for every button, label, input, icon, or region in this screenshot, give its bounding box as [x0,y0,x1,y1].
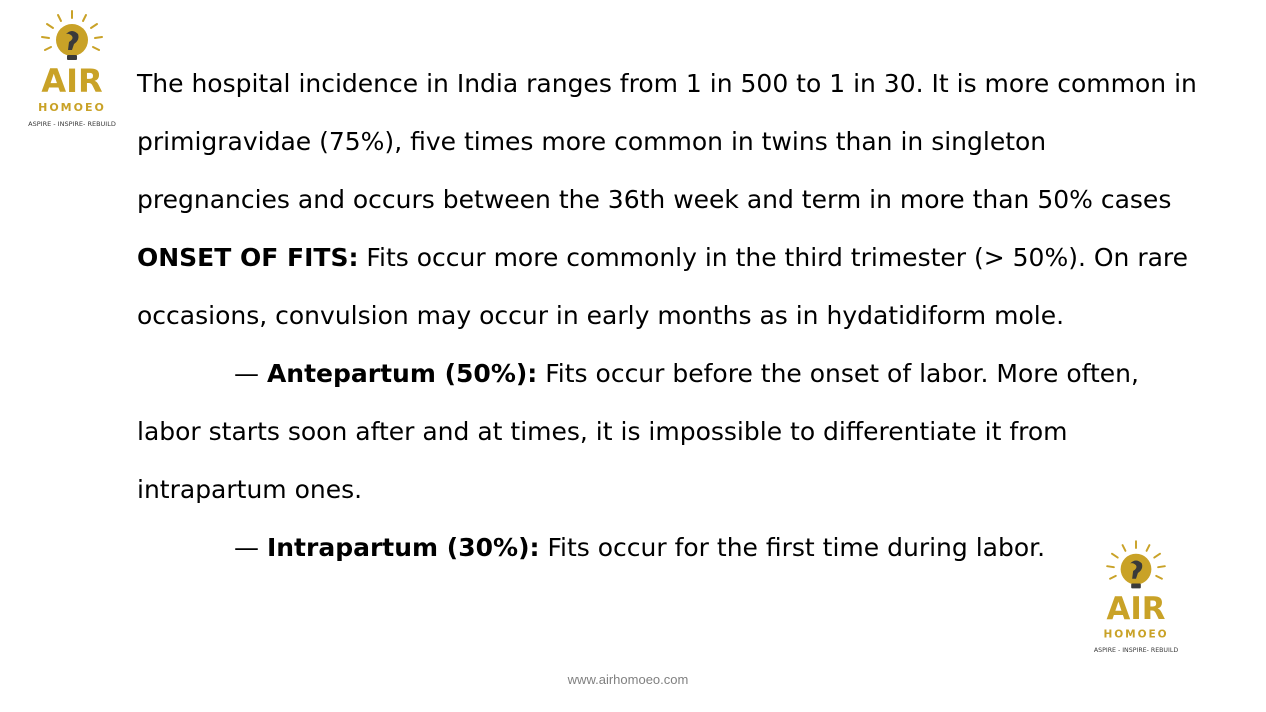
air-homoeo-logo-bottom [1086,536,1186,658]
antepartum-paragraph [137,345,1197,519]
intrapartum-text: Fits occur for the first time during labor. [539,533,1046,562]
svg-text:AIR: AIR [1106,591,1166,628]
footer-url: www.airhomoeo.com [567,672,689,687]
incidence-paragraph [137,55,1197,229]
slide-body [137,55,1197,577]
incidence-text: The hospital incidence in India ranges from 1 in 500 to 1 in 30. It is more common in primigravidae (75%), five times more common in twins than in singleton pregnancies and occurs between the 36th week and term in more than 50% cases [137,69,1197,214]
svg-text:ASPIRE - INSPIRE- REBUILD: ASPIRE - INSPIRE- REBUILD [1093,646,1179,654]
onset-text: Fits occur more commonly in the third trimester (> 50%). On rare occasions, convulsion may occur in early months as in hydatidiform mole. [137,243,1189,330]
air-homoeo-logo-top [20,8,124,130]
intrapartum-dash: — [234,533,267,562]
antepartum-dash: — [234,359,267,388]
onset-paragraph [137,229,1197,345]
intrapartum-paragraph [137,519,1197,577]
svg-text:ASPIRE - INSPIRE- REBUILD: ASPIRE - INSPIRE- REBUILD [28,120,116,128]
svg-text:AIR: AIR [41,62,103,100]
svg-text:HOMOEO: HOMOEO [1103,628,1169,641]
onset-label: ONSET OF FITS: [137,243,359,272]
antepartum-label: Antepartum (50%): [266,359,538,388]
intrapartum-label: Intrapartum (30%): [266,533,540,562]
svg-text:HOMOEO: HOMOEO [38,101,106,114]
antepartum-text: Fits occur before the onset of labor. More often, labor starts soon after and at times, it is impossible to differentiate it from intrapartum ones. [137,359,1139,504]
